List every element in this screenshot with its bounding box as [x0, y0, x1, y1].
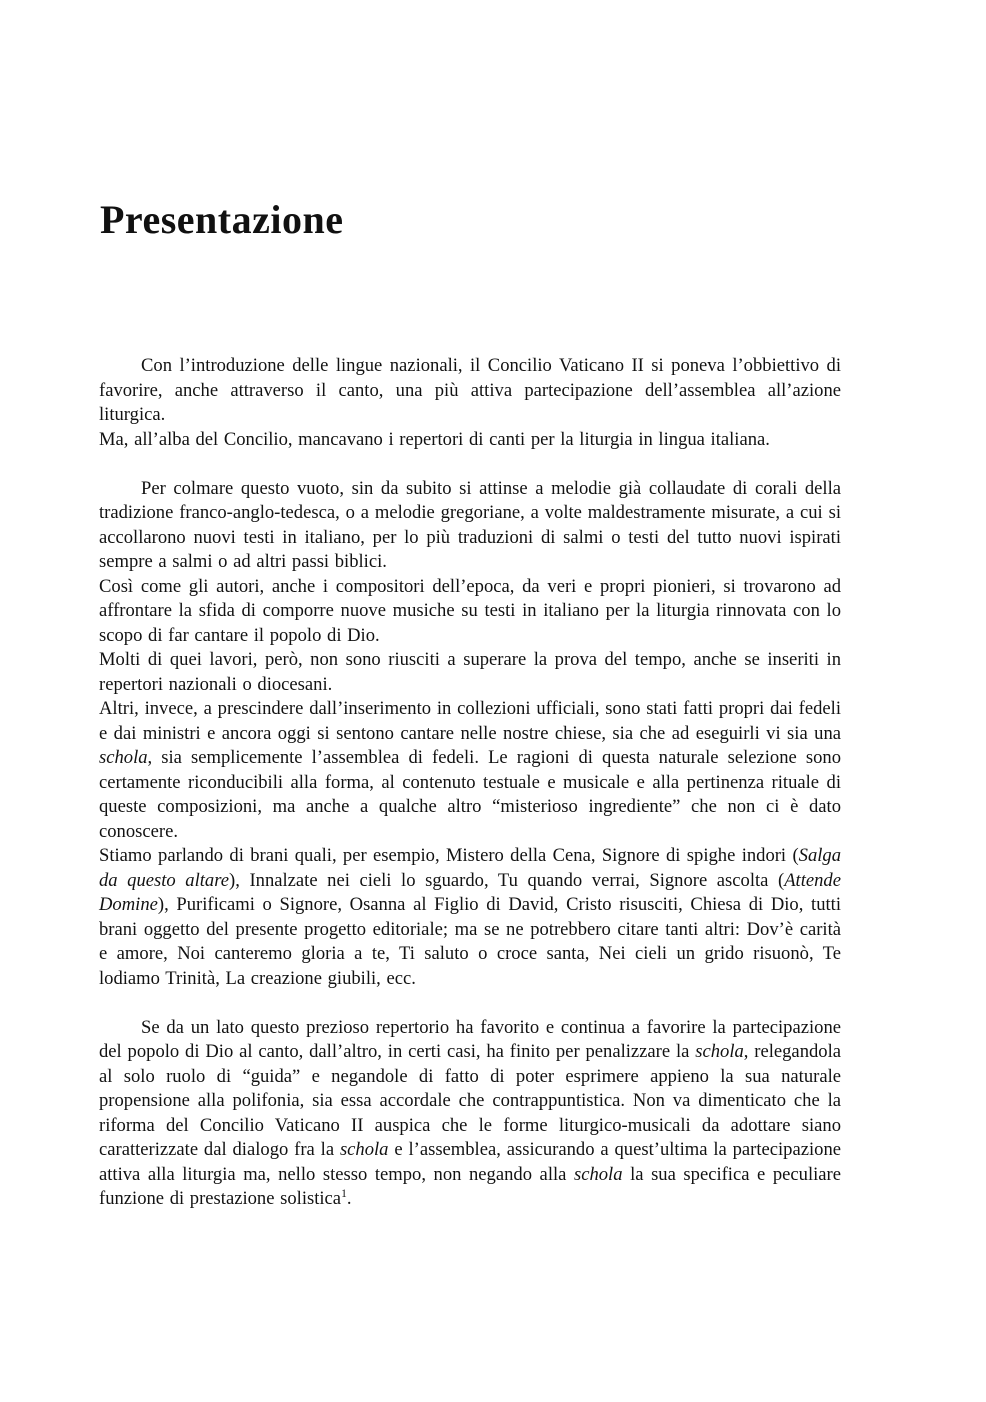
text-segment: Stiamo parlando di brani quali, per esempio, Mistero della Cena, Signore di spighe indori (: [99, 845, 799, 866]
italic-text-segment: schola: [573, 1163, 623, 1185]
page-title: Presentazione: [100, 197, 344, 242]
text-segment: , relegandola al solo ruolo di “guida” e negandole di fatto di poter esprimere appieno la sua naturale propensione alla polifonia, sia essa accordale che contrappuntistica. Non va dimenticato che la riforma del Concilio Vaticano II auspica che le forme liturgico-musicali da adottare siano caratterizzate dal dialogo fra la: [99, 1041, 841, 1160]
paragraph: [99, 648, 841, 697]
paragraph: [99, 428, 841, 453]
italic-text-segment: schola: [695, 1041, 744, 1062]
text-segment: e l’assemblea, assicurando a quest’ultima la partecipazione attiva alla liturgia ma, nello stesso tempo, non negando alla: [99, 1139, 841, 1185]
paragraph: [99, 844, 841, 991]
text-segment: la sua specifica e peculiare funzione di prestazione solistica: [99, 1163, 841, 1209]
text-segment: Con l’introduzione delle lingue nazionali, il Concilio Vaticano II si poneva l’obbiettivo di favorire, anche attraverso il canto, una più attiva partecipazione dell’assemblea all’azione liturgica.: [99, 355, 841, 425]
text-segment: Molti di quei lavori, però, non sono riusciti a superare la prova del tempo, anche se inseriti in repertori nazionali o diocesani.: [99, 649, 841, 695]
text-segment: Così come gli autori, anche i compositori dell’epoca, da veri e propri pionieri, si trovarono ad affrontare la sfida di comporre nuove musiche su testi in italiano per la liturgia rinnovata con lo scopo di far cantare il popolo di Dio.: [99, 575, 841, 646]
text-segment: ), Purificami o Signore, Osanna al Figlio di David, Cristo risusciti, Chiesa di Dio, tutti brani oggetto del presente progetto editoriale; ma se ne potrebbero citare tanti altri: Dov’è carità e amore, Noi canteremo gloria a te, Ti saluto o croce santa, Nei cieli un grido risuonò, Te lodiamo Trinità, La creazione giubili, ecc.: [99, 894, 841, 989]
italic-text-segment: Salga da questo altare: [99, 845, 841, 891]
text-segment: ), Innalzate nei cieli lo sguardo, Tu quando verrai, Signore ascolta (: [229, 869, 785, 891]
text-segment: .: [346, 1188, 352, 1209]
text-segment: Per colmare questo vuoto, sin da subito si attinse a melodie già collaudate di corali della tradizione franco-anglo-tedesca, o a melodie gregoriane, a volte maldestramente misurate, a cui si accollarono nuovi testi in italiano, per lo più traduzioni di salmi o testi del tutto nuovi ispirati sempre a salmi o ad altri passi biblici.: [99, 477, 841, 572]
text-segment: Se da un lato questo prezioso repertorio ha favorito e continua a favorire la partecipazione del popolo di Dio al canto, dall’altro, in certi casi, ha finito per penalizzare la: [99, 1016, 841, 1062]
paragraph: [99, 477, 841, 575]
italic-text-segment: Attende Domine: [99, 869, 841, 915]
italic-text-segment: schola: [99, 747, 148, 768]
paragraph: [99, 575, 841, 649]
text-segment: Altri, invece, a prescindere dall’inserimento in collezioni ufficiali, sono stati fatti propri dai fedeli e dai ministri e ancora oggi si sentono cantare nelle nostre chiese, sia che ad eseguirli vi sia una: [99, 698, 841, 744]
paragraph: [99, 354, 841, 428]
footnote-reference: 1: [341, 1187, 347, 1200]
paragraph: [99, 1016, 841, 1212]
body-text-block: [99, 354, 841, 1212]
paragraph: [99, 697, 841, 844]
text-segment: , sia semplicemente l’assemblea di fedeli. Le ragioni di questa naturale selezione sono certamente riconducibili alla forma, al contenuto testuale e musicale e alla pertinenza rituale di queste composizioni, ma anche a qualche altro “misterioso ingrediente” che non ci è dato conoscere.: [99, 747, 841, 842]
italic-text-segment: schola: [339, 1139, 389, 1160]
text-segment: Ma, all’alba del Concilio, mancavano i repertori di canti per la liturgia in lingua italiana.: [99, 428, 770, 450]
